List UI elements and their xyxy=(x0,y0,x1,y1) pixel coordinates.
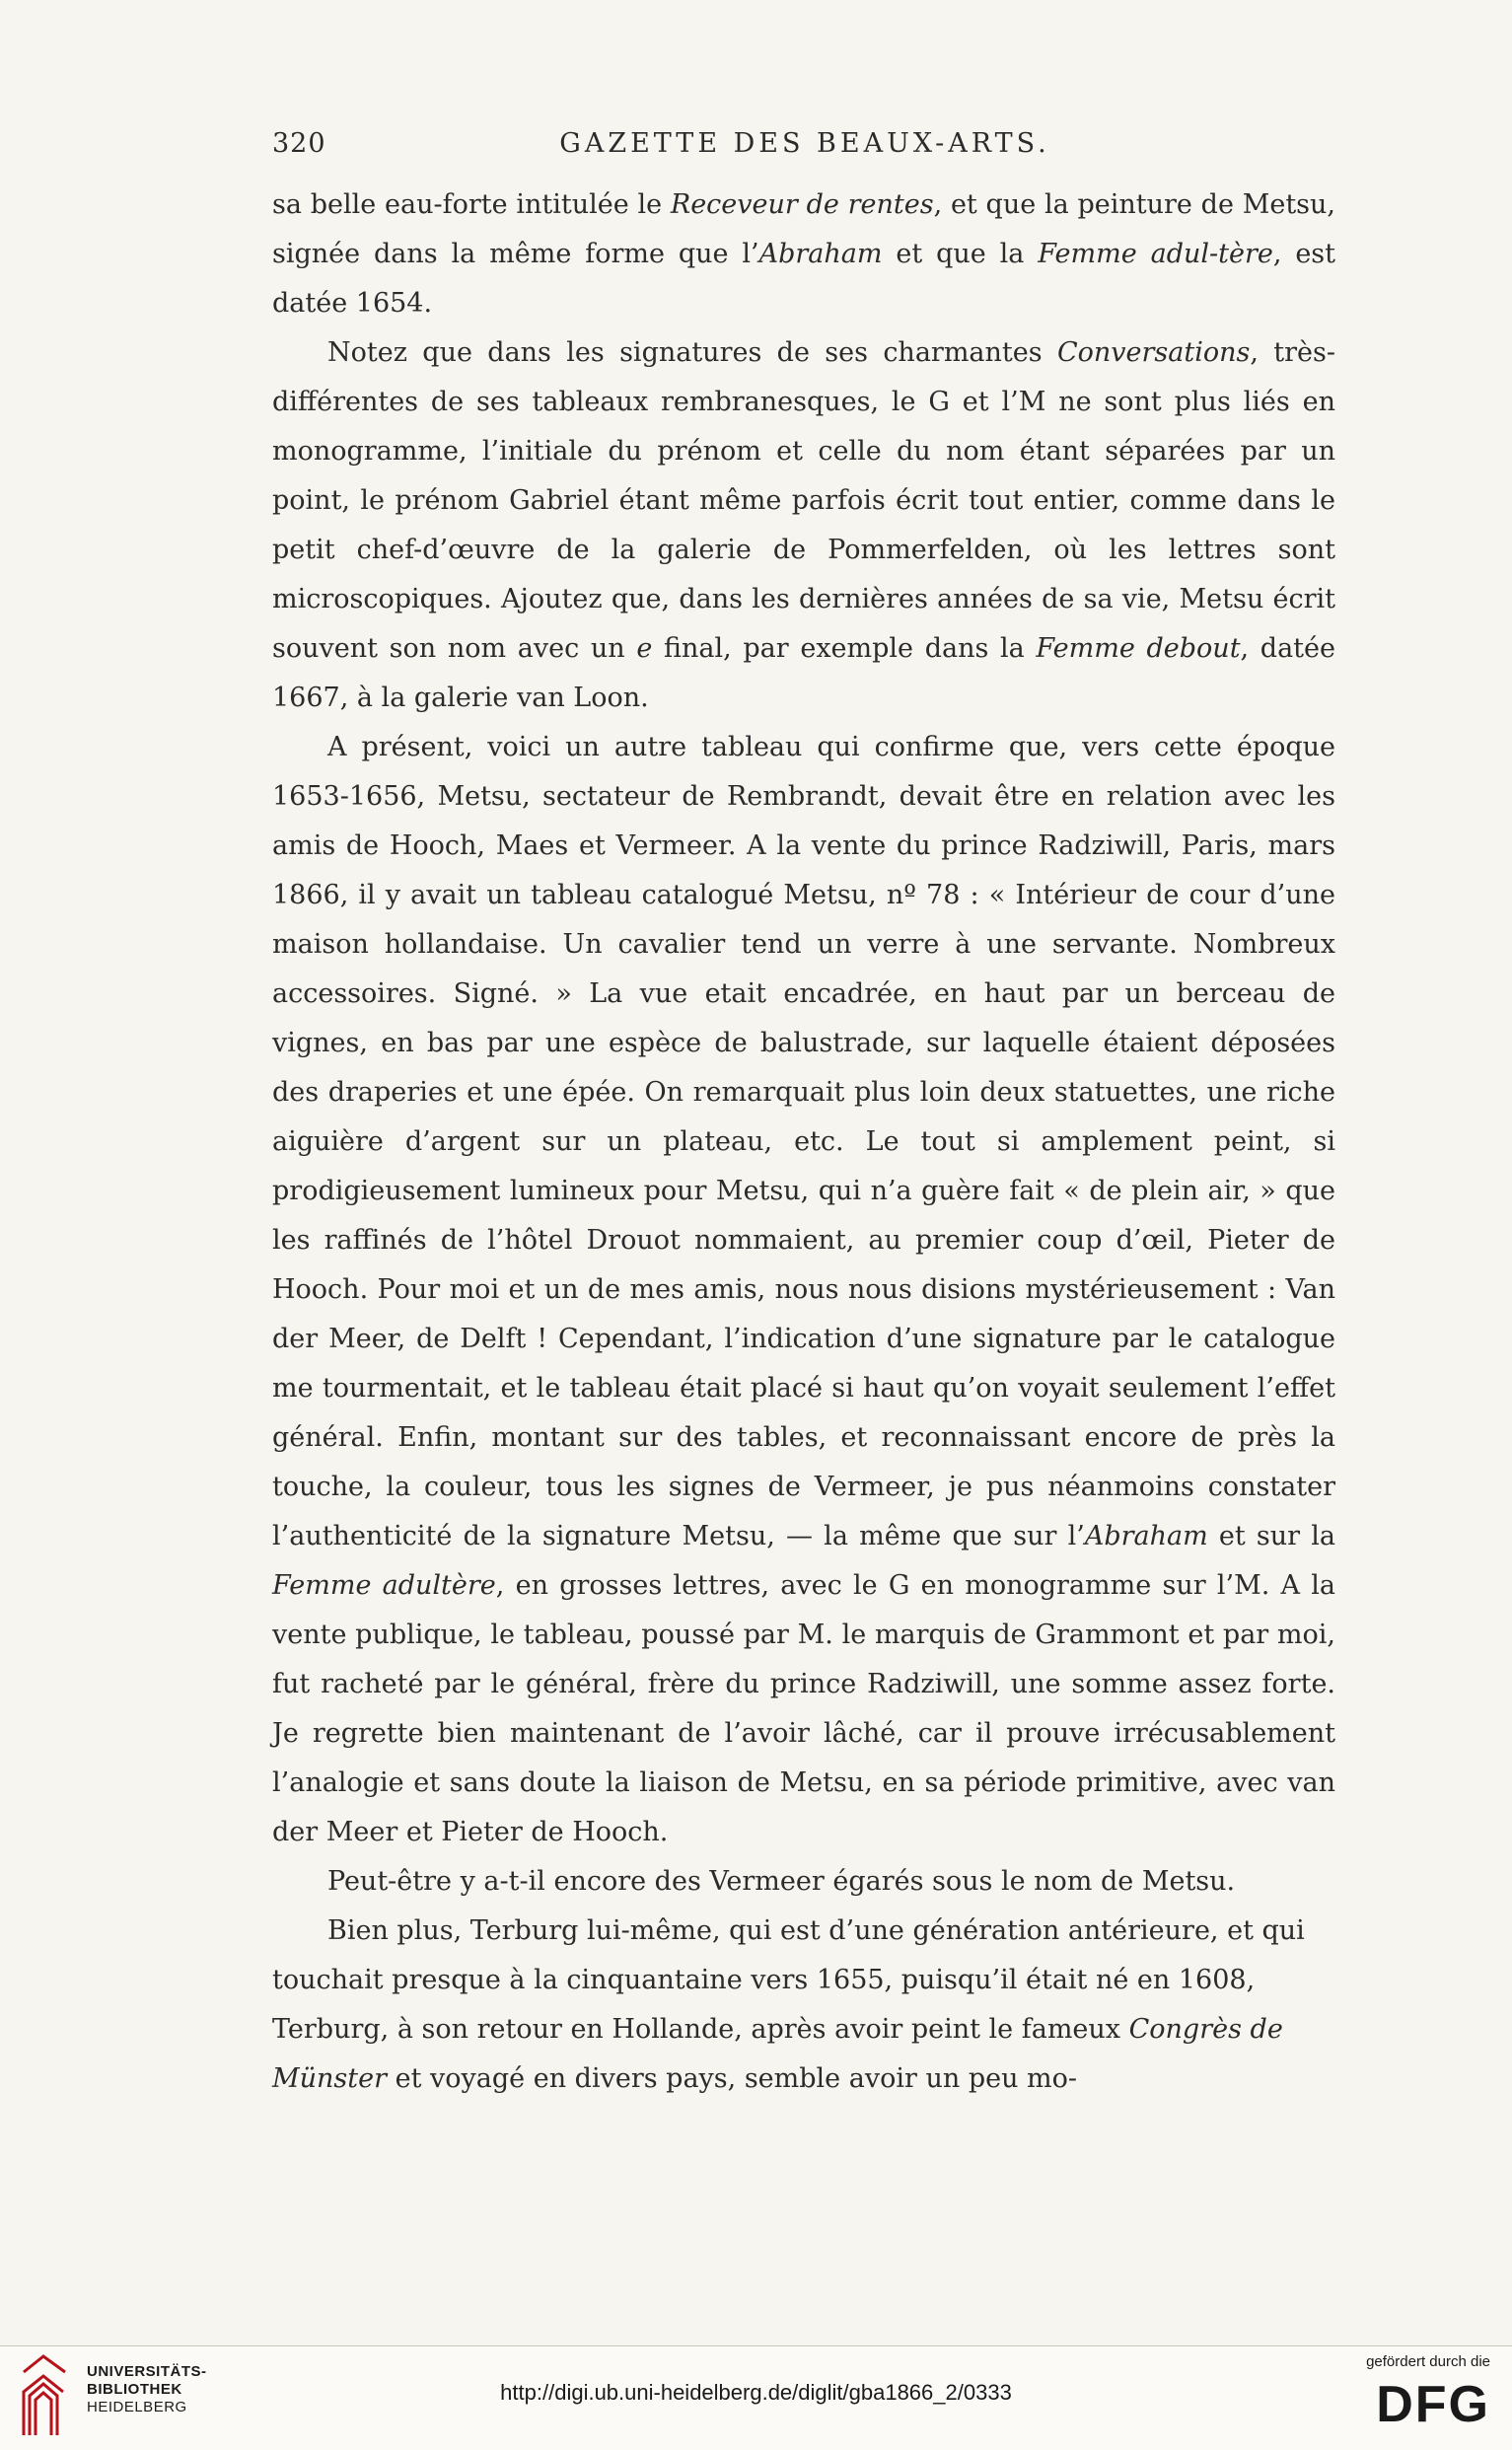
paragraph xyxy=(272,328,1335,723)
paragraph-text: et voyagé en divers pays, semble avoir un peu mo- xyxy=(387,2063,1078,2094)
italic-title-text: Receveur de rentes xyxy=(670,189,934,220)
library-name-line3: HEIDELBERG xyxy=(87,2399,187,2415)
funding-text: gefördert durch die xyxy=(1366,2353,1490,2370)
paragraph-text: , et que la peinture de Metsu, signée dans la même forme que l’ xyxy=(272,189,1336,269)
paragraph xyxy=(272,1907,1335,2104)
paragraph xyxy=(272,1857,1335,1907)
paragraph-text: Notez que dans les signatures de ses charmantes xyxy=(327,337,1057,368)
library-name-line2: BIBLIOTHEK xyxy=(87,2381,182,2398)
running-title: GAZETTE DES BEAUX-ARTS. xyxy=(559,128,1050,159)
paragraph-text: et que la xyxy=(882,239,1039,269)
paragraph-text: , très-différentes de ses tableaux rembranesques, le G et l’M ne sont plus liés en monogramme, l’initiale du prénom et celle du nom étant séparées par un point, le prénom Gabriel étant même parfois écrit tout entier, comme dans le petit chef-d’œuvre de la galerie de Pommerfelden, où les lettres sont microscopiques. Ajoutez que, dans les dernières années de sa vie, Metsu écrit souvent son nom avec un xyxy=(272,337,1335,664)
italic-title-text: Femme adultère xyxy=(272,1570,496,1601)
article-body xyxy=(272,180,1335,2104)
paragraph-text: , datée 1667, à la galerie van Loon. xyxy=(272,633,1335,713)
italic-title-text: Femme adul-tère xyxy=(1038,239,1273,269)
page-header xyxy=(272,128,1337,168)
italic-title-text: Abraham xyxy=(758,239,883,269)
funding-credit xyxy=(1366,2353,1490,2433)
italic-title-text: Femme debout xyxy=(1036,633,1241,664)
italic-title-text: Congrès de Münster xyxy=(272,2014,1283,2094)
paragraph-text: sa belle eau-forte intitulée le xyxy=(272,189,671,220)
footer-divider xyxy=(0,2345,1512,2346)
paragraph-text: A présent, voici un autre tableau qui confirme que, vers cette époque 1653-1656, Metsu, sectateur de Rembrandt, devait être en relation avec les amis de Hooch, Maes et Vermeer. A la vente du prince Radziwill, Paris, mars 1866, il y avait un tableau catalogué Metsu, nº 78 : « Intérieur de cour d’une maison hollandaise. Un cavalier tend un verre à une servante. Nombreux accessoires. Signé. » La vue etait encadrée, en haut par un berceau de vignes, en bas par une espèce de balustrade, sur laquelle étaient déposées des draperies et une épée. On remarquait plus loin deux statuettes, une riche aiguière d’argent sur un plateau, etc. Le tout si amplement peint, si prodigieusement lumineux pour Metsu, qui n’a guère fait « de plein air, » que les raffinés de l’hôtel Drouot nommaient, au premier coup d’œil, Pieter de Hooch. Pour moi et un de mes amis, nous nous disions mystérieusement : Van der Meer, de Delft ! Cependant, l’indication d’une signature par le catalogue me tourmentait, et le tableau était placé si haut qu’on voyait seulement l’effet général. Enfin, montant sur des tables, et reconnaissant encore de près la touche, la couleur, tous les signes de Vermeer, je pus néanmoins constater l’authenticité de la signature Metsu, — la même que sur l’ xyxy=(272,732,1335,1551)
paragraph xyxy=(272,723,1335,1857)
permalink-url[interactable]: http://digi.ub.uni-heidelberg.de/diglit/gba1866_2/0333 xyxy=(500,2380,1012,2405)
paragraph xyxy=(272,180,1335,328)
paragraph-text: , en grosses lettres, avec le G en monogramme sur l’M. A la vente publique, le tableau, poussé par M. le marquis de Grammont et par moi, fut racheté par le général, frère du prince Radziwill, une somme assez forte. Je regrette bien maintenant de l’avoir lâché, car il prouve irrécusablement l’analogie et sans doute la liaison de Metsu, en sa période primitive, avec van der Meer et Pieter de Hooch. xyxy=(272,1570,1336,1847)
paragraph-text: Bien plus, Terburg lui-même, qui est d’une génération antérieure, et qui touchait presque à la cinquantaine vers 1655, puisqu’il était né en 1608, Terburg, à son retour en Hollande, après avoir peint le fameux xyxy=(272,1915,1305,2045)
page-number: 320 xyxy=(272,128,326,159)
library-name-line1: UNIVERSITÄTS- xyxy=(87,2363,207,2380)
italic-title-text: Conversations xyxy=(1056,337,1251,368)
italic-title-text: Abraham xyxy=(1084,1521,1208,1551)
paragraph-text: Peut-être y a-t-il encore des Vermeer égarés sous le nom de Metsu. xyxy=(327,1866,1236,1897)
italic-title-text: e xyxy=(636,633,653,664)
dfg-logo: DFG xyxy=(1376,2376,1490,2433)
paragraph-text: , est datée 1654. xyxy=(272,239,1336,319)
paragraph-text: final, par exemple dans la xyxy=(652,633,1037,664)
paragraph-text: et sur la xyxy=(1207,1521,1335,1551)
